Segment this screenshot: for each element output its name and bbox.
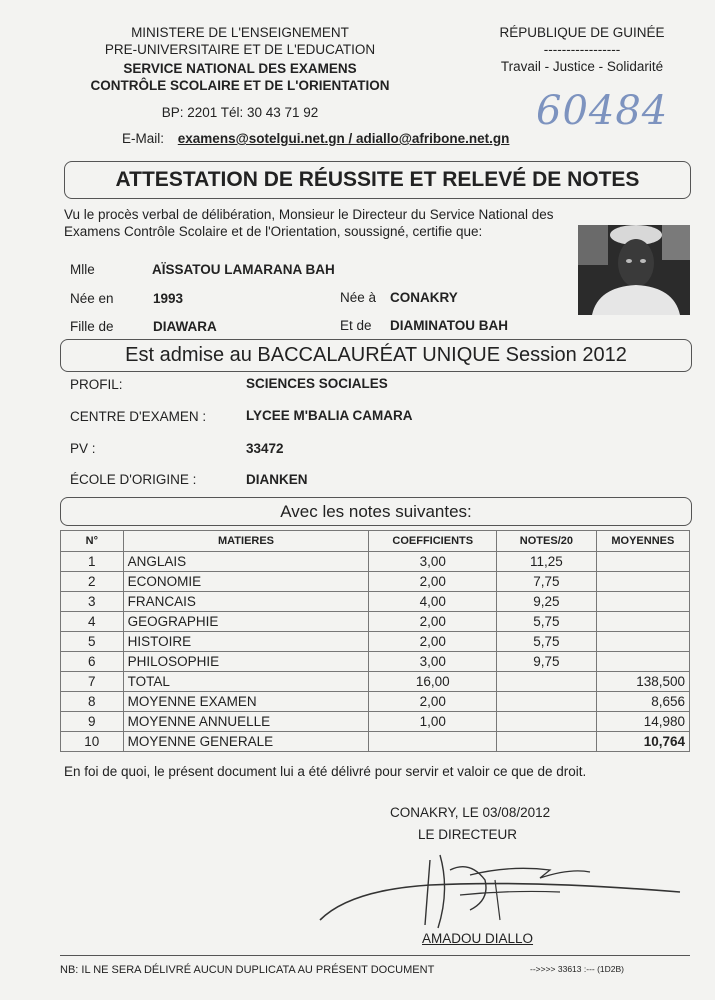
row-grade: 9,25 [497, 592, 597, 612]
row-subject: ANGLAIS [123, 552, 369, 572]
ministry-line-1: MINISTERE DE L'ENSEIGNEMENT [131, 25, 349, 40]
table-row [61, 572, 690, 592]
footer-code: -->>>> 33613 :--- (1D2B) [530, 964, 625, 974]
row-average: 10,764 [596, 732, 689, 752]
row-subject: MOYENNE ANNUELLE [123, 712, 369, 732]
republic-separator: ----------------- [543, 42, 621, 57]
row-subject: ECONOMIE [123, 572, 369, 592]
table-row [61, 732, 690, 752]
row-number: 2 [61, 572, 124, 592]
portrait-icon [578, 225, 690, 315]
born-at-label: Née à [340, 290, 377, 305]
centre-label: CENTRE D'EXAMEN : [70, 409, 207, 424]
row-subject: TOTAL [123, 672, 369, 692]
grades-table-header [61, 531, 690, 552]
header-grade: NOTES/20 [497, 531, 597, 552]
row-number: 6 [61, 652, 124, 672]
row-number: 7 [61, 672, 124, 692]
born-year: 1993 [153, 291, 184, 306]
email-line [122, 131, 509, 146]
closing-statement: En foi de quoi, le présent document lui a été délivré pour servir et valoir ce que de droit. [64, 764, 587, 779]
admission-statement: Est admise au BACCALAURÉAT UNIQUE Session 2012 [60, 339, 692, 372]
row-grade [497, 732, 597, 752]
row-number: 4 [61, 612, 124, 632]
row-grade [497, 712, 597, 732]
profil-value: SCIENCES SOCIALES [246, 376, 388, 391]
table-row [61, 592, 690, 612]
row-average [596, 652, 689, 672]
row-coefficient: 3,00 [369, 652, 497, 672]
row-coefficient: 4,00 [369, 592, 497, 612]
ecole-value: DIANKEN [246, 472, 308, 487]
republic-motto: Travail - Justice - Solidarité [500, 59, 664, 74]
ministry-line-2: PRE-UNIVERSITAIRE ET DE L'EDUCATION [104, 42, 376, 57]
row-coefficient: 2,00 [369, 612, 497, 632]
ecole-label: ÉCOLE D'ORIGINE : [70, 472, 197, 487]
pv-value: 33472 [246, 441, 284, 456]
row-grade: 9,75 [497, 652, 597, 672]
signature-block [390, 805, 550, 842]
row-grade: 11,25 [497, 552, 597, 572]
service-line-2: CONTRÔLE SCOLAIRE ET DE L'ORIENTATION [90, 78, 390, 93]
row-subject: PHILOSOPHIE [123, 652, 369, 672]
row-subject: MOYENNE GENERALE [123, 732, 369, 752]
grades-table [60, 530, 690, 752]
daughter-of-label: Fille de [70, 319, 114, 334]
footer-note: NB: IL NE SERA DÉLIVRÉ AUCUN DUPLICATA AU PRÉSENT DOCUMENT [60, 964, 435, 976]
row-coefficient: 2,00 [369, 632, 497, 652]
header-number: N° [61, 531, 124, 552]
email-addresses[interactable]: examens@sotelgui.net.gn / adiallo@afribone.net.gn [177, 131, 510, 146]
row-average: 14,980 [596, 712, 689, 732]
row-coefficient: 16,00 [369, 672, 497, 692]
table-row [61, 612, 690, 632]
header-coefficient: COEFFICIENTS [369, 531, 497, 552]
row-subject: GEOGRAPHIE [123, 612, 369, 632]
table-row [61, 692, 690, 712]
born-place: CONAKRY [390, 290, 458, 305]
service-line-1: SERVICE NATIONAL DES EXAMENS [123, 61, 357, 76]
footer-divider [60, 955, 690, 956]
table-row [61, 552, 690, 572]
intro-text: Vu le procès verbal de délibération, Monsieur le Directeur du Service National des Examens Contrôle Scolaire et de l'Orientation, soussigné, certifie que: [64, 207, 554, 239]
row-coefficient: 3,00 [369, 552, 497, 572]
document-title: ATTESTATION DE RÉUSSITE ET RELEVÉ DE NOTES [64, 161, 691, 199]
row-subject: HISTOIRE [123, 632, 369, 652]
row-average [596, 612, 689, 632]
row-grade: 7,75 [497, 572, 597, 592]
republic-block [482, 24, 682, 75]
row-average [596, 592, 689, 612]
row-grade: 5,75 [497, 632, 597, 652]
row-grade: 5,75 [497, 612, 597, 632]
student-name: AÏSSATOU LAMARANA BAH [152, 262, 335, 277]
row-average [596, 572, 689, 592]
table-row [61, 652, 690, 672]
table-row [61, 672, 690, 692]
place-date: CONAKRY, LE 03/08/2012 [390, 805, 551, 820]
ministry-block [60, 24, 420, 121]
profil-label: PROFIL: [70, 377, 123, 392]
header-average: MOYENNES [596, 531, 689, 552]
father-name: DIAWARA [153, 319, 217, 334]
director-name: AMADOU DIALLO [422, 931, 534, 946]
row-subject: FRANCAIS [123, 592, 369, 612]
row-number: 10 [61, 732, 124, 752]
centre-value: LYCEE M'BALIA CAMARA [246, 408, 413, 423]
row-number: 3 [61, 592, 124, 612]
bp-tel: BP: 2201 Tél: 30 43 71 92 [161, 105, 319, 120]
row-coefficient: 2,00 [369, 572, 497, 592]
row-number: 5 [61, 632, 124, 652]
row-coefficient: 1,00 [369, 712, 497, 732]
row-coefficient: 2,00 [369, 692, 497, 712]
row-average: 8,656 [596, 692, 689, 712]
table-row [61, 712, 690, 732]
civility: Mlle [70, 262, 95, 277]
row-grade [497, 672, 597, 692]
row-coefficient [369, 732, 497, 752]
row-number: 1 [61, 552, 124, 572]
row-average [596, 632, 689, 652]
email-label: E-Mail: [122, 131, 165, 146]
row-average: 138,500 [596, 672, 689, 692]
born-in-label: Née en [70, 291, 114, 306]
and-of-label: Et de [340, 318, 372, 333]
row-grade [497, 692, 597, 712]
signature-icon [310, 850, 690, 930]
row-average [596, 552, 689, 572]
handwritten-serial-number: 60484 [536, 88, 669, 134]
row-number: 8 [61, 692, 124, 712]
row-subject: MOYENNE EXAMEN [123, 692, 369, 712]
pv-label: PV : [70, 441, 96, 456]
table-row [61, 632, 690, 652]
header-subject: MATIERES [123, 531, 369, 552]
director-role: LE DIRECTEUR [418, 827, 518, 842]
notes-heading: Avec les notes suivantes: [60, 497, 692, 526]
republic-name: RÉPUBLIQUE DE GUINÉE [499, 25, 665, 40]
row-number: 9 [61, 712, 124, 732]
student-photo [578, 225, 690, 315]
mother-name: DIAMINATOU BAH [390, 318, 508, 333]
